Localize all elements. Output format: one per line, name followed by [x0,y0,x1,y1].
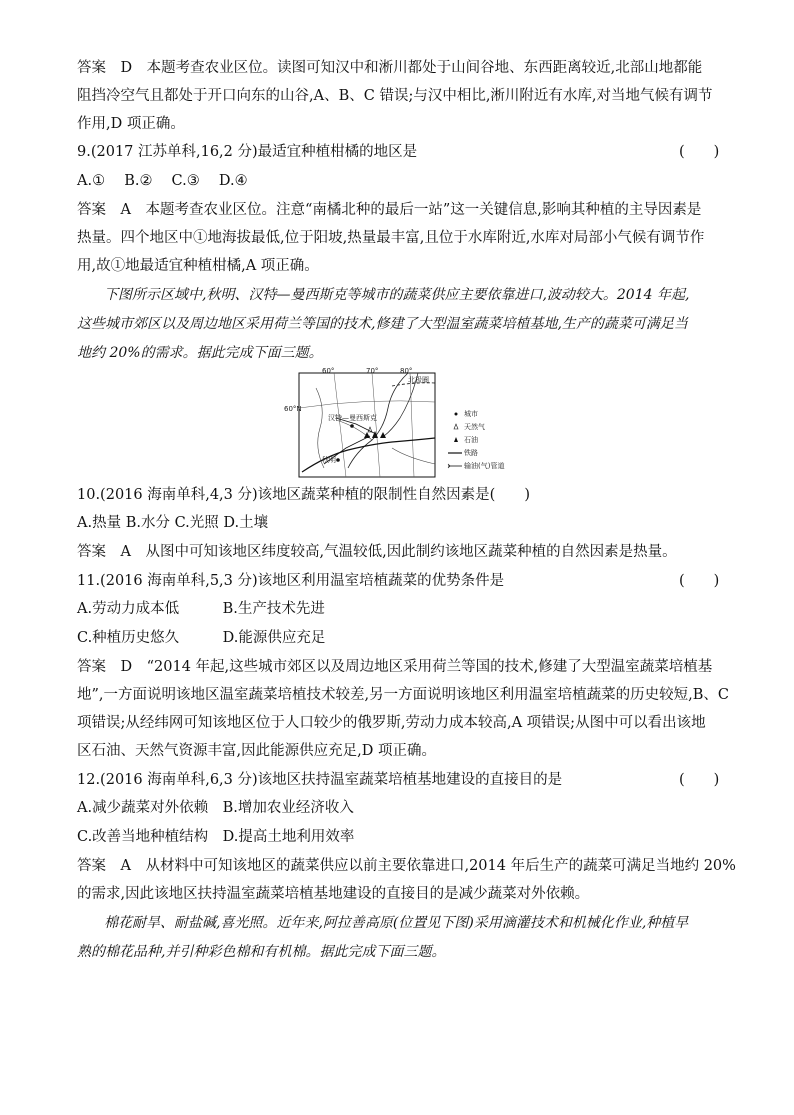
question-9-stem: 9.(2017 江苏单科,16,2 分)最适宜种植柑橘的地区是 [77,144,418,160]
siberia-region-map [284,367,536,480]
legend-city: 城市 [464,410,478,418]
legend-pipeline: 输油(气)管道 [464,462,505,470]
answer-11-line-3: 项错误;从经纬网可知该地区位于人口较少的俄罗斯,劳动力成本较高,A 项错误;从图中可以看出该地 [77,715,706,731]
intro-1-line-2: 这些城市郊区以及周边地区采用荷兰等国的技术,修建了大型温室蔬菜培植基地,生产的蔬菜可满足当 [77,316,688,332]
answer-9-line-1: 答案 A 本题考查农业区位。注意“南橘北种的最后一站”这一关键信息,影响其种植的主导因素是 [77,202,702,218]
intro-2-line-1: 棉花耐旱、耐盐碱,喜光照。近年来,阿拉善高原(位置见下图)采用滴灌技术和机械化作业,种植早 [104,915,689,931]
legend-gas: 天然气 [464,423,485,431]
question-11-options-2: C.种植历史悠久 D.能源供应充足 [77,630,326,646]
city-label-tyumen: 秋明 [322,456,336,464]
lat-label-60n: 60°N [284,405,302,413]
lon-label-60: 60° [322,367,335,375]
answer-10: 答案 A 从图中可知该地区纬度较高,气温较低,因此制约该地区蔬菜种植的自然因素是热量。 [77,544,677,560]
answer-11-line-4: 区石油、天然气资源丰富,因此能源供应充足,D 项正确。 [77,743,436,759]
answer-8-line-3: 作用,D 项正确。 [77,116,185,132]
question-9-bracket: ( ) [679,144,720,160]
answer-9-line-3: 用,故①地最适宜种植柑橘,A 项正确。 [77,258,319,274]
question-10-stem: 10.(2016 海南单科,4,3 分)该地区蔬菜种植的限制性自然因素是( ) [77,487,530,503]
question-12-bracket: ( ) [679,772,720,788]
city-label-khanty: 汉特—曼西斯克 [328,414,377,422]
answer-9-line-2: 热量。四个地区中①地海拔最低,位于阳坡,热量最丰富,且位于水库附近,水库对局部小气候有调节作 [77,230,705,246]
question-11-bracket: ( ) [679,573,720,589]
intro-1-line-1: 下图所示区域中,秋明、汉特—曼西斯克等城市的蔬菜供应主要依靠进口,波动较大。2014 年起, [104,287,690,303]
intro-1-line-3: 地约 20%的需求。据此完成下面三题。 [77,345,323,361]
answer-8-line-1: 答案 D 本题考查农业区位。读图可知汉中和淅川都处于山间谷地、东西距离较近,北部山地都能 [77,60,703,76]
answer-11-line-1: 答案 D “2014 年起,这些城市郊区以及周边地区采用荷兰等国的技术,修建了大型温室蔬菜培植基 [77,659,713,675]
question-10-options: A.热量 B.水分 C.光照 D.土壤 [77,515,269,531]
answer-12-line-1: 答案 A 从材料中可知该地区的蔬菜供应以前主要依靠进口,2014 年后生产的蔬菜可满足当地约 20% [77,858,736,874]
question-12-options-2: C.改善当地种植结构 D.提高土地利用效率 [77,829,355,845]
question-12-options-1: A.减少蔬菜对外依赖 B.增加农业经济收入 [77,800,354,816]
question-12-stem: 12.(2016 海南单科,6,3 分)该地区扶持温室蔬菜培植基地建设的直接目的是 [77,772,563,788]
lon-label-70: 70° [366,367,379,375]
answer-8-line-2: 阻挡冷空气且都处于开口向东的山谷,A、B、C 错误;与汉中相比,淅川附近有水库,对当地气候有调节 [77,88,713,104]
answer-11-line-2: 地”,一方面说明该地区温室蔬菜培植技术较差,另一方面说明该地区利用温室培植蔬菜的历史较短,B、C [77,687,729,703]
answer-12-line-2: 的需求,因此该地区扶持温室蔬菜培植基地建设的直接目的是减少蔬菜对外依赖。 [77,886,590,902]
question-11-options-1: A.劳动力成本低 B.生产技术先进 [77,601,325,617]
question-11-stem: 11.(2016 海南单科,5,3 分)该地区利用温室培植蔬菜的优势条件是 [77,573,505,589]
lon-label-80: 80° [400,367,413,375]
legend-railway: 铁路 [464,449,478,457]
question-9-options: A.① B.② C.③ D.④ [77,173,248,189]
arctic-circle-label: 北极圈 [408,376,429,384]
intro-2-line-2: 熟的棉花品种,并引种彩色棉和有机棉。据此完成下面三题。 [77,944,446,960]
legend-oil: 石油 [464,436,478,444]
